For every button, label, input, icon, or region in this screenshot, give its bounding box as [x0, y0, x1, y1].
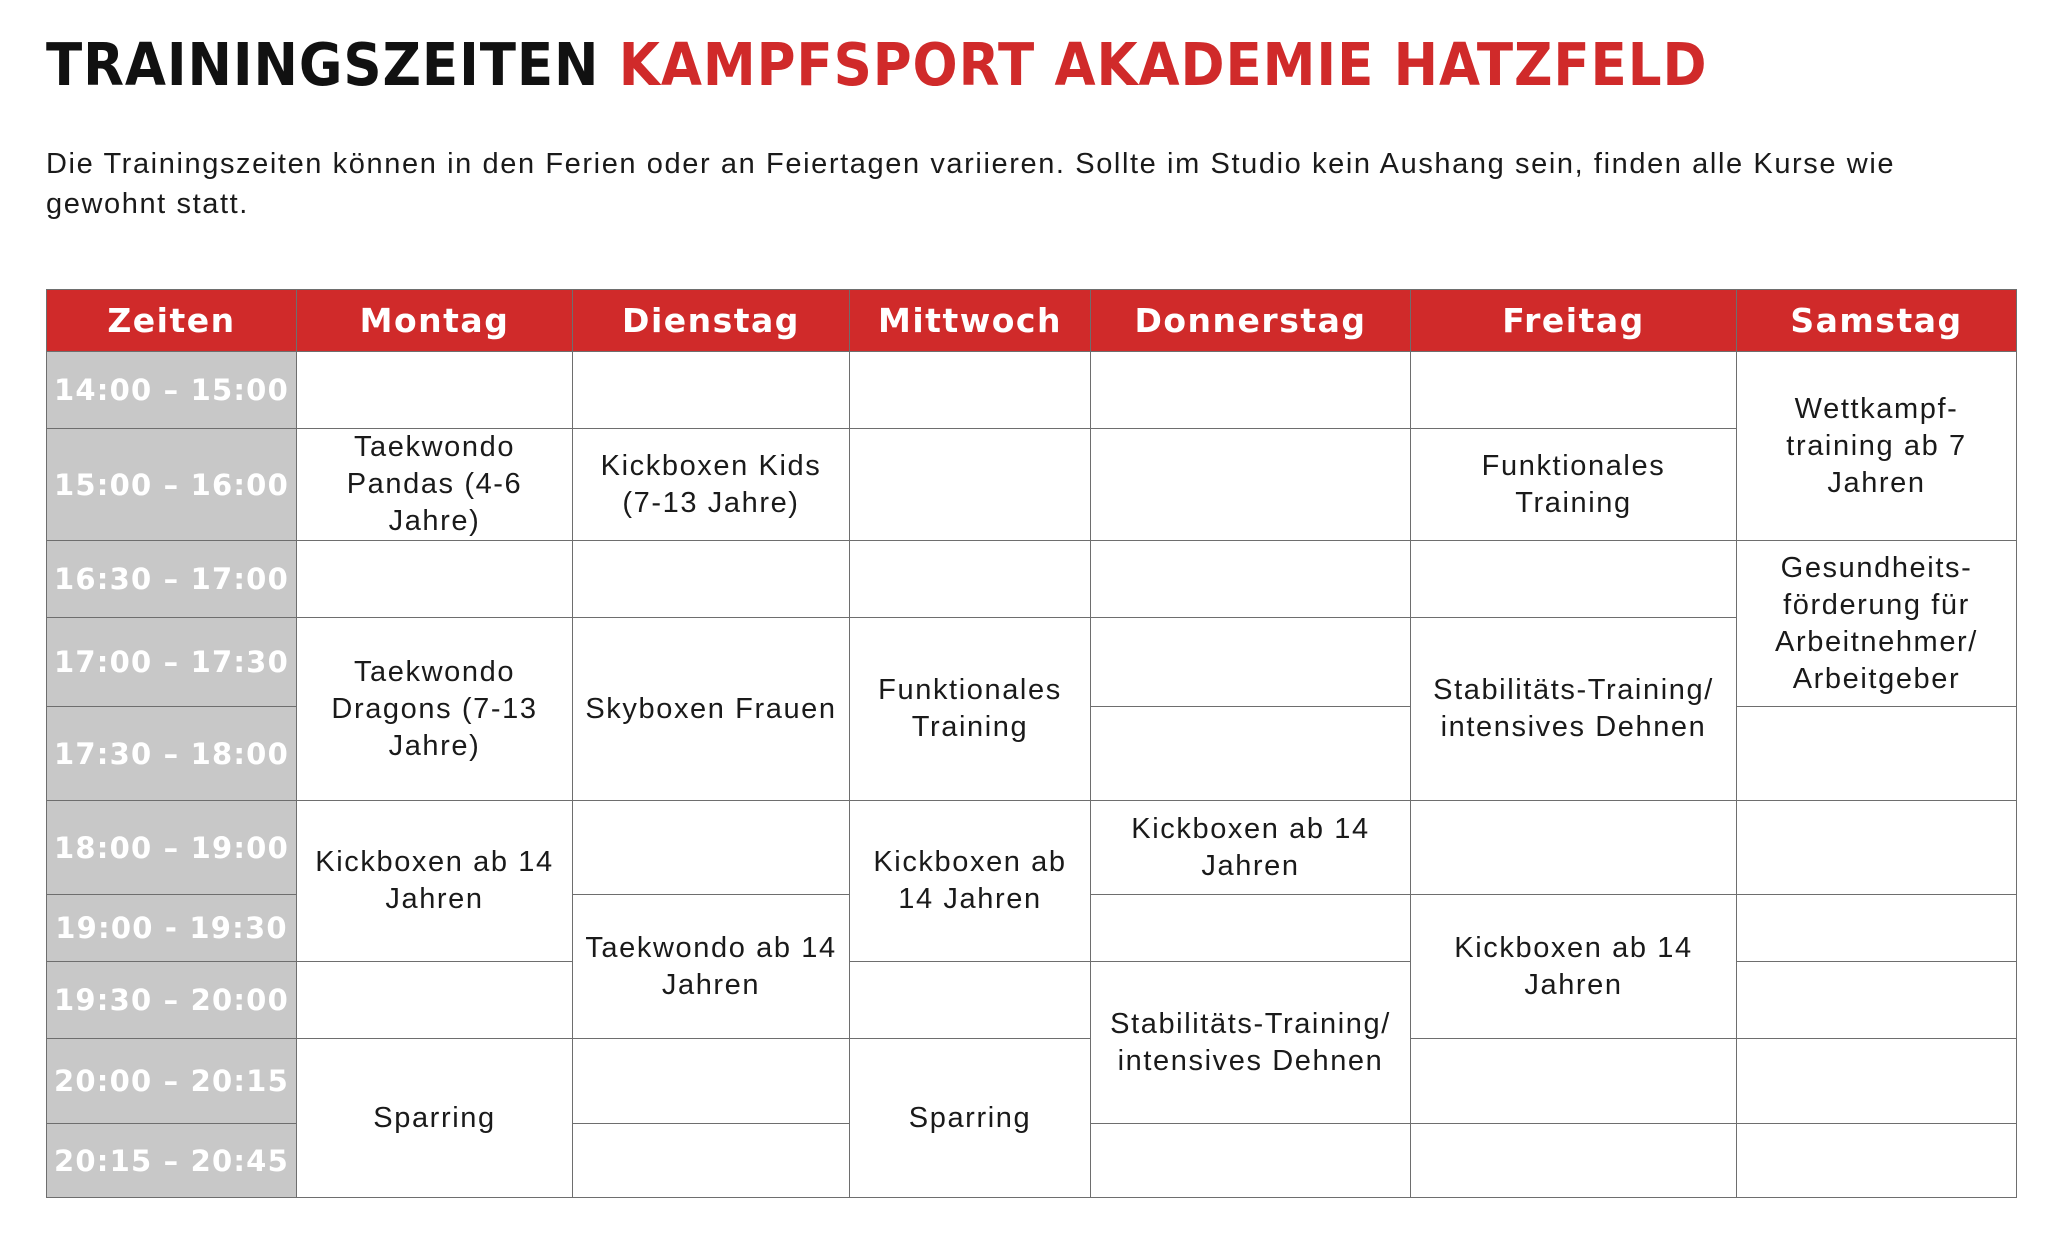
empty-cell	[1091, 429, 1411, 541]
empty-cell	[297, 962, 573, 1039]
column-header-dienstag: Dienstag	[573, 290, 850, 352]
course-cell-monday-taekwondo-pandas: Taekwondo Pandas (4-6 Jahre)	[297, 429, 573, 541]
course-cell-wednesday-sparring: Sparring	[850, 1039, 1091, 1198]
empty-cell	[1737, 895, 2017, 962]
page-title	[46, 0, 1819, 100]
empty-cell	[1737, 707, 2017, 801]
time-slot: 18:00 – 19:00	[47, 801, 297, 895]
course-cell-tuesday-taekwondo: Taekwondo ab 14 Jahren	[573, 895, 850, 1039]
page	[46, 0, 2016, 1178]
empty-cell	[1737, 1039, 2017, 1124]
empty-cell	[1411, 801, 1737, 895]
column-header-mittwoch: Mittwoch	[850, 290, 1091, 352]
empty-cell	[573, 1039, 850, 1124]
column-header-montag: Montag	[297, 290, 573, 352]
intro-text: Die Trainingszeiten können in den Ferien oder an Feiertagen variieren. Sollte im Studio kein Aushang sein, finden alle Kurse wie gewohnt statt.	[46, 148, 1896, 220]
empty-cell	[573, 1124, 850, 1198]
empty-cell	[1411, 1124, 1737, 1198]
empty-cell	[297, 541, 573, 618]
empty-cell	[1091, 707, 1411, 801]
time-slot: 16:30 – 17:00	[47, 541, 297, 618]
table-row	[47, 1039, 2017, 1124]
title-part-academy-name: KAMPFSPORT AKADEMIE HATZFELD	[618, 30, 1708, 99]
empty-cell	[1091, 352, 1411, 429]
time-slot: 15:00 – 16:00	[47, 429, 297, 541]
empty-cell	[850, 352, 1091, 429]
empty-cell	[1737, 801, 2017, 895]
column-header-donnerstag: Donnerstag	[1091, 290, 1411, 352]
empty-cell	[1411, 1039, 1737, 1124]
table-row	[47, 541, 2017, 618]
time-slot: 17:30 – 18:00	[47, 707, 297, 801]
header-row	[47, 290, 2017, 352]
column-header-freitag: Freitag	[1411, 290, 1737, 352]
empty-cell	[1091, 1124, 1411, 1198]
course-cell-friday-kickboxen: Kickboxen ab 14 Jahren	[1411, 895, 1737, 1039]
time-slot: 20:15 – 20:45	[47, 1124, 297, 1198]
table-row	[47, 801, 2017, 895]
course-cell-monday-sparring: Sparring	[297, 1039, 573, 1198]
empty-cell	[573, 801, 850, 895]
course-cell-saturday-wettkampf: Wettkampf-training ab 7 Jahren	[1737, 352, 2017, 541]
training-schedule-table	[46, 289, 2017, 1198]
course-cell-wednesday-kickboxen: Kickboxen ab 14 Jahren	[850, 801, 1091, 962]
course-cell-tuesday-kickboxen-kids: Kickboxen Kids (7-13 Jahre)	[573, 429, 850, 541]
course-cell-friday-stabilitaets-training: Stabilitäts-Training/ intensives Dehnen	[1411, 618, 1737, 801]
empty-cell	[850, 429, 1091, 541]
empty-cell	[1091, 541, 1411, 618]
title-part-trainingszeiten: TRAININGSZEITEN	[46, 30, 600, 99]
course-cell-saturday-gesundheitsfoerderung: Gesundheits-förderung für Arbeitnehmer/ Arbeitgeber	[1737, 541, 2017, 707]
time-slot: 19:00 - 19:30	[47, 895, 297, 962]
empty-cell	[573, 541, 850, 618]
course-cell-friday-funktionales-training: Funktionales Training	[1411, 429, 1737, 541]
empty-cell	[1737, 1124, 2017, 1198]
time-slot: 20:00 – 20:15	[47, 1039, 297, 1124]
table-row	[47, 352, 2017, 429]
course-cell-monday-taekwondo-dragons: Taekwondo Dragons (7-13 Jahre)	[297, 618, 573, 801]
empty-cell	[850, 962, 1091, 1039]
time-slot: 19:30 – 20:00	[47, 962, 297, 1039]
course-cell-monday-kickboxen: Kickboxen ab 14 Jahren	[297, 801, 573, 962]
empty-cell	[1737, 962, 2017, 1039]
empty-cell	[1411, 352, 1737, 429]
column-header-samstag: Samstag	[1737, 290, 2017, 352]
empty-cell	[850, 541, 1091, 618]
time-slot: 17:00 – 17:30	[47, 618, 297, 707]
empty-cell	[573, 352, 850, 429]
course-cell-thursday-kickboxen: Kickboxen ab 14 Jahren	[1091, 801, 1411, 895]
table-row	[47, 618, 2017, 707]
time-slot: 14:00 – 15:00	[47, 352, 297, 429]
empty-cell	[1411, 541, 1737, 618]
empty-cell	[1091, 895, 1411, 962]
column-header-zeiten: Zeiten	[47, 290, 297, 352]
empty-cell	[1091, 618, 1411, 707]
table-row	[47, 429, 2017, 541]
course-cell-thursday-stabilitaets-training: Stabilitäts-Training/ intensives Dehnen	[1091, 962, 1411, 1124]
course-cell-tuesday-skyboxen-frauen: Skyboxen Frauen	[573, 618, 850, 801]
course-cell-wednesday-funktionales-training: Funktionales Training	[850, 618, 1091, 801]
empty-cell	[297, 352, 573, 429]
